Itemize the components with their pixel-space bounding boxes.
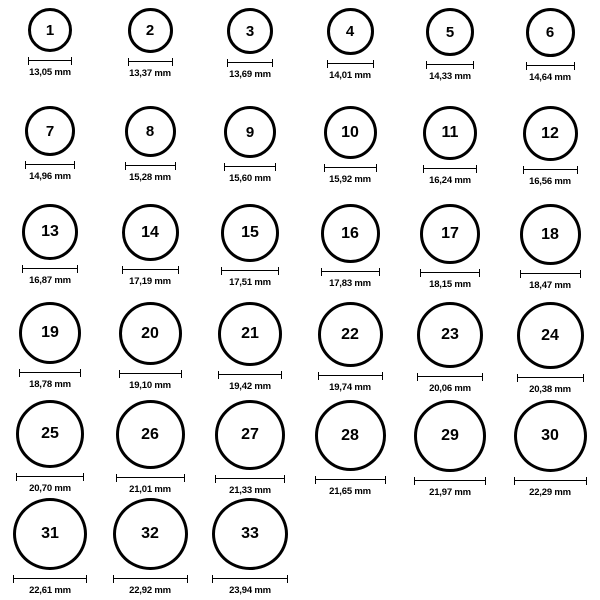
diameter-label: 22,92 mm (129, 585, 171, 596)
ring-circle (218, 302, 282, 366)
ring-circle (414, 400, 486, 472)
diameter-label: 15,92 mm (329, 174, 371, 185)
measure-tick-right (376, 164, 377, 172)
measure-tick-left (324, 164, 325, 172)
diameter-label: 22,29 mm (529, 487, 571, 498)
measure-line (215, 478, 285, 479)
measure-tick-right (580, 270, 581, 278)
measure-line (426, 64, 474, 65)
ring-circle (125, 106, 176, 157)
measure-bar (318, 372, 383, 380)
measure-tick-right (583, 374, 584, 382)
measure-tick-left (215, 475, 216, 483)
measure-tick-right (382, 372, 383, 380)
measure-tick-left (16, 473, 17, 481)
ring-size-cell (300, 400, 400, 498)
measure-tick-right (187, 575, 188, 583)
measure-tick-right (476, 165, 477, 173)
diameter-label: 14,64 mm (529, 72, 571, 83)
ring-size-cell (400, 204, 500, 302)
measure-tick-left (414, 477, 415, 485)
diameter-label: 20,38 mm (529, 384, 571, 395)
diameter-label: 19,42 mm (229, 381, 271, 392)
measure-line (113, 578, 188, 579)
diameter-label: 22,61 mm (29, 585, 71, 596)
measure-tick-left (520, 270, 521, 278)
ring-circle (327, 8, 374, 55)
measure-tick-left (212, 575, 213, 583)
measure-bar (125, 162, 176, 170)
measure-tick-right (83, 473, 84, 481)
ring-circle (417, 302, 483, 368)
measure-bar (25, 161, 75, 169)
measure-line (523, 169, 578, 170)
ring-circle (423, 106, 477, 160)
ring-size-label: 3 (245, 22, 255, 40)
diameter-label: 17,51 mm (229, 277, 271, 288)
measure-bar (324, 164, 377, 172)
ring-size-cell (300, 302, 400, 400)
ring-size-cell (100, 498, 200, 596)
ring-size-label: 10 (341, 123, 359, 141)
diameter-label: 23,94 mm (229, 585, 271, 596)
ring-size-label: 24 (541, 326, 559, 344)
ring-size-label: 13 (41, 223, 59, 240)
measure-bar (315, 476, 386, 484)
ring-size-cell (300, 204, 400, 302)
ring-size-label: 33 (241, 525, 259, 543)
ring-circle (224, 106, 276, 158)
ring-size-label: 14 (141, 223, 159, 241)
measure-tick-right (172, 58, 173, 66)
measure-bar (420, 269, 480, 277)
ring-circle (22, 204, 78, 260)
measure-bar (116, 474, 185, 482)
diameter-label: 20,06 mm (429, 383, 471, 394)
measure-tick-right (577, 166, 578, 174)
ring-size-cell (100, 8, 200, 106)
ring-circle (523, 106, 578, 161)
ring-size-label: 4 (345, 23, 355, 40)
ring-size-label: 29 (441, 427, 459, 444)
ring-size-label: 15 (241, 224, 259, 241)
measure-bar (426, 61, 474, 69)
diameter-label: 13,69 mm (229, 69, 271, 80)
ring-circle (28, 8, 72, 52)
diameter-label: 19,10 mm (129, 380, 171, 391)
measure-line (420, 272, 480, 273)
measure-bar (517, 374, 584, 382)
ring-size-cell (200, 302, 300, 400)
diameter-label: 17,83 mm (329, 278, 371, 289)
measure-bar (414, 477, 486, 485)
measure-tick-right (482, 373, 483, 381)
ring-circle (221, 204, 279, 262)
ring-size-label: 21 (241, 325, 259, 342)
ring-size-label: 1 (45, 21, 55, 39)
measure-tick-left (19, 369, 20, 377)
measure-bar (16, 473, 84, 481)
measure-tick-left (116, 474, 117, 482)
ring-circle (420, 204, 480, 264)
ring-circle (318, 302, 383, 367)
ring-size-cell (100, 106, 200, 204)
ring-circle (128, 8, 173, 53)
measure-line (227, 62, 273, 63)
ring-size-cell (400, 106, 500, 204)
measure-line (514, 480, 587, 481)
measure-tick-right (272, 59, 273, 67)
ring-size-cell (300, 106, 400, 204)
ring-size-cell (500, 302, 600, 400)
measure-bar (28, 57, 72, 65)
diameter-label: 16,56 mm (529, 176, 571, 187)
measure-line (414, 480, 486, 481)
diameter-label: 14,33 mm (429, 71, 471, 82)
measure-bar (22, 265, 78, 273)
measure-bar (514, 477, 587, 485)
measure-tick-left (327, 60, 328, 68)
measure-tick-right (184, 474, 185, 482)
measure-bar (218, 371, 282, 379)
diameter-label: 21,33 mm (229, 485, 271, 496)
ring-size-cell (0, 8, 100, 106)
measure-bar (417, 373, 483, 381)
ring-size-label: 2 (145, 22, 155, 39)
ring-size-grid (0, 8, 600, 596)
measure-tick-right (473, 61, 474, 69)
measure-line (128, 61, 173, 62)
measure-line (315, 479, 386, 480)
measure-tick-left (423, 165, 424, 173)
ring-size-label: 17 (441, 225, 459, 242)
ring-size-label: 28 (341, 426, 359, 444)
ring-size-label: 26 (141, 425, 159, 443)
measure-bar (215, 475, 285, 483)
measure-line (417, 376, 483, 377)
measure-tick-left (417, 373, 418, 381)
ring-size-label: 16 (341, 224, 359, 242)
diameter-label: 14,01 mm (329, 70, 371, 81)
ring-circle (215, 400, 285, 470)
measure-line (321, 271, 380, 272)
ring-size-cell (0, 400, 100, 498)
measure-tick-left (523, 166, 524, 174)
measure-tick-right (284, 475, 285, 483)
measure-line (19, 372, 81, 373)
measure-tick-right (281, 371, 282, 379)
measure-tick-right (80, 369, 81, 377)
ring-size-cell (500, 400, 600, 498)
measure-line (116, 477, 185, 478)
measure-tick-right (586, 477, 587, 485)
ring-size-cell (200, 204, 300, 302)
measure-line (423, 168, 477, 169)
measure-tick-right (86, 575, 87, 583)
ring-size-cell (500, 106, 600, 204)
ring-size-cell (100, 204, 200, 302)
measure-line (212, 578, 288, 579)
ring-circle (324, 106, 377, 159)
measure-tick-left (526, 62, 527, 70)
measure-line (324, 167, 377, 168)
ring-circle (13, 498, 87, 570)
diameter-label: 16,24 mm (429, 175, 471, 186)
ring-size-label: 8 (145, 123, 155, 140)
diameter-label: 18,78 mm (29, 379, 71, 390)
ring-size-cell (400, 400, 500, 498)
measure-line (13, 578, 87, 579)
ring-size-label: 32 (141, 525, 159, 543)
ring-circle (526, 8, 575, 57)
diameter-label: 18,15 mm (429, 279, 471, 290)
ring-size-cell (200, 498, 300, 596)
measure-tick-right (77, 265, 78, 273)
diameter-label: 17,19 mm (129, 276, 171, 287)
measure-tick-left (13, 575, 14, 583)
measure-bar (113, 575, 188, 583)
measure-bar (327, 60, 374, 68)
measure-tick-right (71, 57, 72, 65)
measure-tick-right (181, 370, 182, 378)
ring-size-label: 9 (245, 123, 255, 141)
ring-size-label: 22 (341, 325, 359, 343)
measure-tick-right (278, 267, 279, 275)
ring-size-label: 18 (541, 225, 559, 243)
ring-size-cell (200, 8, 300, 106)
measure-bar (423, 165, 477, 173)
ring-circle (315, 400, 386, 471)
ring-size-cell (0, 498, 100, 596)
ring-size-cell (400, 8, 500, 106)
measure-line (16, 476, 84, 477)
ring-size-label: 30 (541, 427, 559, 445)
measure-bar (227, 59, 273, 67)
ring-size-label: 19 (41, 324, 59, 341)
ring-size-label: 20 (141, 324, 159, 342)
measure-tick-right (479, 269, 480, 277)
ring-size-cell (100, 400, 200, 498)
measure-bar (224, 163, 276, 171)
measure-line (526, 65, 575, 66)
measure-bar (321, 268, 380, 276)
ring-size-label: 23 (441, 326, 459, 343)
measure-tick-left (119, 370, 120, 378)
ring-circle (426, 8, 474, 56)
measure-tick-left (426, 61, 427, 69)
ring-circle (122, 204, 179, 261)
ring-size-label: 27 (241, 426, 259, 443)
measure-tick-left (221, 267, 222, 275)
ring-size-label: 31 (41, 525, 59, 543)
ring-circle (517, 302, 584, 369)
measure-bar (122, 266, 179, 274)
measure-tick-right (373, 60, 374, 68)
measure-bar (523, 166, 578, 174)
measure-bar (13, 575, 87, 583)
diameter-label: 15,60 mm (229, 173, 271, 184)
measure-tick-left (321, 268, 322, 276)
measure-tick-right (275, 163, 276, 171)
measure-tick-left (224, 163, 225, 171)
measure-tick-left (25, 161, 26, 169)
measure-tick-left (318, 372, 319, 380)
ring-circle (212, 498, 288, 570)
measure-bar (212, 575, 288, 583)
diameter-label: 16,87 mm (29, 275, 71, 286)
measure-line (25, 164, 75, 165)
ring-circle (119, 302, 182, 365)
measure-line (28, 60, 72, 61)
ring-size-label: 25 (41, 425, 59, 442)
ring-size-label: 5 (445, 23, 455, 41)
ring-circle (19, 302, 81, 364)
measure-tick-right (178, 266, 179, 274)
ring-circle (520, 204, 581, 265)
measure-tick-left (22, 265, 23, 273)
ring-size-cell (0, 302, 100, 400)
ring-size-cell (500, 204, 600, 302)
diameter-label: 13,05 mm (29, 67, 71, 78)
measure-tick-left (122, 266, 123, 274)
diameter-label: 21,01 mm (129, 484, 171, 495)
ring-circle (25, 106, 75, 156)
diameter-label: 14,96 mm (29, 171, 71, 182)
measure-line (517, 377, 584, 378)
ring-size-cell (200, 400, 300, 498)
diameter-label: 20,70 mm (29, 483, 71, 494)
measure-bar (221, 267, 279, 275)
measure-tick-left (420, 269, 421, 277)
measure-tick-left (128, 58, 129, 66)
ring-circle (116, 400, 185, 469)
measure-tick-left (28, 57, 29, 65)
ring-size-cell (0, 106, 100, 204)
measure-tick-right (385, 476, 386, 484)
measure-line (218, 374, 282, 375)
measure-tick-left (113, 575, 114, 583)
measure-tick-left (218, 371, 219, 379)
ring-size-cell (300, 8, 400, 106)
measure-tick-left (517, 374, 518, 382)
measure-tick-left (125, 162, 126, 170)
measure-line (119, 373, 182, 374)
measure-line (125, 165, 176, 166)
ring-size-label: 6 (545, 24, 555, 41)
measure-tick-right (379, 268, 380, 276)
ring-size-label: 12 (541, 124, 559, 142)
ring-circle (16, 400, 84, 468)
ring-size-cell (500, 8, 600, 106)
ring-size-label: 7 (45, 122, 55, 140)
measure-tick-right (485, 477, 486, 485)
diameter-label: 18,47 mm (529, 280, 571, 291)
measure-line (318, 375, 383, 376)
measure-bar (19, 369, 81, 377)
diameter-label: 13,37 mm (129, 68, 171, 79)
measure-tick-right (175, 162, 176, 170)
measure-line (122, 269, 179, 270)
measure-line (221, 270, 279, 271)
measure-tick-right (574, 62, 575, 70)
ring-circle (514, 400, 587, 472)
measure-line (520, 273, 581, 274)
ring-size-cell (400, 302, 500, 400)
ring-size-label: 11 (441, 124, 459, 141)
measure-bar (526, 62, 575, 70)
measure-line (224, 166, 276, 167)
measure-bar (119, 370, 182, 378)
measure-tick-right (287, 575, 288, 583)
ring-circle (113, 498, 188, 570)
measure-line (327, 63, 374, 64)
measure-tick-left (514, 477, 515, 485)
ring-size-cell (100, 302, 200, 400)
measure-tick-right (74, 161, 75, 169)
measure-line (22, 268, 78, 269)
ring-size-cell (0, 204, 100, 302)
ring-size-cell (200, 106, 300, 204)
measure-tick-left (227, 59, 228, 67)
diameter-label: 15,28 mm (129, 172, 171, 183)
diameter-label: 21,97 mm (429, 487, 471, 498)
measure-tick-left (315, 476, 316, 484)
ring-circle (227, 8, 273, 54)
measure-bar (128, 58, 173, 66)
diameter-label: 21,65 mm (329, 486, 371, 497)
ring-circle (321, 204, 380, 263)
diameter-label: 19,74 mm (329, 382, 371, 393)
measure-bar (520, 270, 581, 278)
